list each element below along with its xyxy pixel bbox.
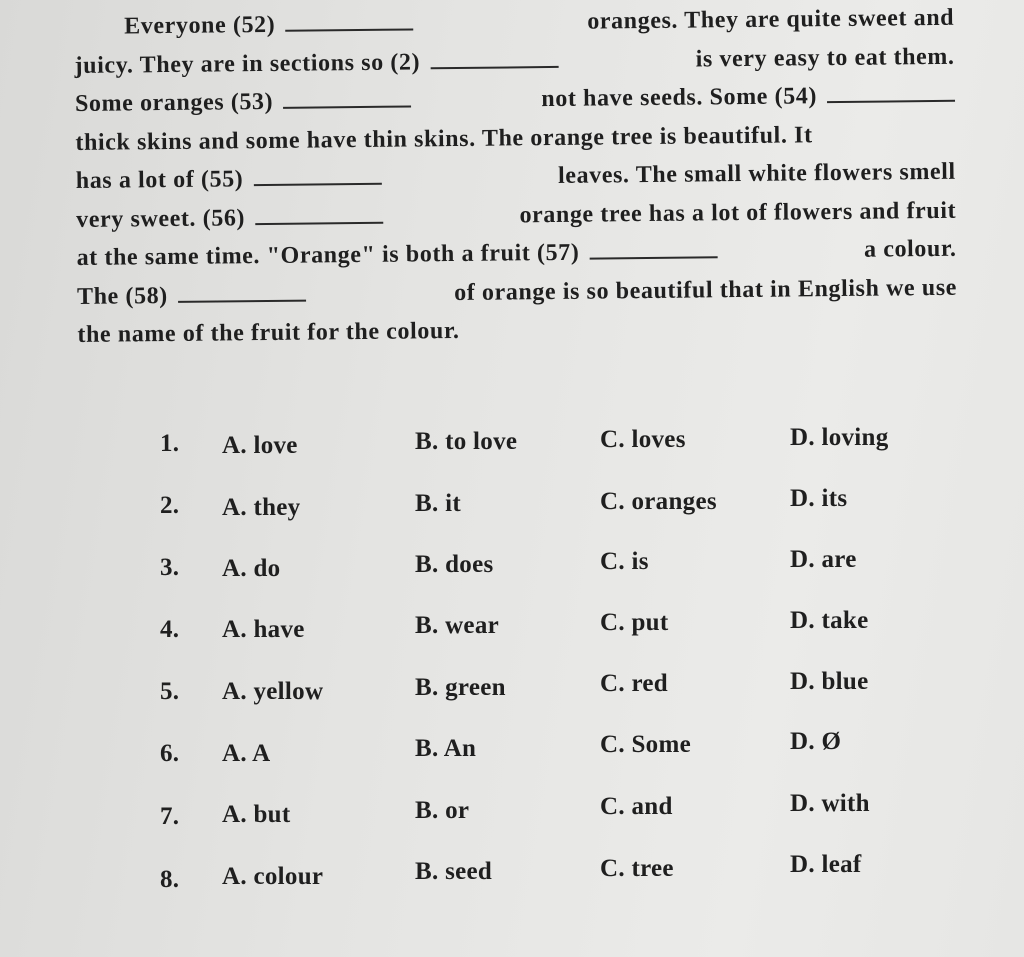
- option-b[interactable]: B. An: [415, 735, 477, 762]
- option-d[interactable]: D. with: [790, 790, 870, 817]
- question-number: 2.: [160, 492, 180, 519]
- passage-text: orange tree has a lot of flowers and fruit: [519, 197, 957, 228]
- option-a[interactable]: A. yellow: [222, 678, 324, 705]
- answer-blank-52[interactable]: [285, 28, 413, 31]
- passage-text: Everyone (52): [124, 11, 276, 40]
- answer-blank-54[interactable]: [827, 100, 955, 103]
- answer-blank-55[interactable]: [253, 183, 381, 186]
- passage-text: has a lot of (55): [75, 166, 244, 194]
- reading-passage: [74, 0, 958, 354]
- passage-text: the name of the fruit for the colour.: [77, 317, 460, 348]
- answer-blank-53[interactable]: [283, 105, 411, 108]
- question-number: 1.: [160, 430, 180, 457]
- option-d[interactable]: D. leaf: [790, 851, 862, 878]
- question-number: 8.: [160, 866, 180, 893]
- question-number: 5.: [160, 678, 180, 705]
- option-a[interactable]: A. do: [222, 555, 281, 582]
- option-c[interactable]: C. red: [600, 670, 668, 697]
- option-d[interactable]: D. blue: [790, 668, 869, 695]
- answer-blank-56[interactable]: [255, 221, 383, 224]
- option-c[interactable]: C. tree: [600, 855, 674, 882]
- option-d[interactable]: D. take: [790, 607, 869, 634]
- option-b[interactable]: B. does: [415, 551, 494, 578]
- passage-text: thick skins and some have thin skins. The orange tree is beautiful. It: [75, 121, 813, 156]
- passage-text: Some oranges (53): [74, 88, 274, 117]
- option-d[interactable]: D. are: [790, 546, 857, 573]
- option-a[interactable]: A. colour: [222, 863, 324, 890]
- option-c[interactable]: C. loves: [600, 426, 686, 453]
- passage-text: very sweet. (56): [76, 204, 246, 233]
- passage-line-9: [77, 307, 957, 355]
- option-a[interactable]: A. love: [222, 432, 298, 459]
- option-d[interactable]: D. loving: [790, 424, 889, 451]
- passage-text: The (58): [76, 282, 168, 310]
- option-a[interactable]: A. they: [222, 494, 301, 521]
- answer-blank-2[interactable]: [430, 65, 558, 68]
- passage-text: oranges. They are quite sweet and: [587, 4, 955, 35]
- option-c[interactable]: C. oranges: [600, 488, 717, 515]
- answer-blank-58[interactable]: [178, 299, 306, 302]
- option-c[interactable]: C. and: [600, 793, 673, 820]
- passage-text: of orange is so beautiful that in English we use: [454, 274, 958, 306]
- passage-text: at the same time. "Orange" is both a fruit (57): [76, 239, 580, 271]
- passage-text: leaves. The small white flowers smell: [557, 158, 956, 189]
- option-b[interactable]: B. green: [415, 674, 506, 701]
- passage-text: is very easy to eat them.: [695, 43, 955, 72]
- option-d[interactable]: D. Ø: [790, 728, 842, 755]
- option-c[interactable]: C. put: [600, 609, 669, 636]
- option-b[interactable]: B. it: [415, 490, 461, 517]
- option-b[interactable]: B. seed: [415, 858, 493, 885]
- option-b[interactable]: B. wear: [415, 612, 500, 639]
- option-a[interactable]: A. but: [222, 801, 291, 828]
- question-number: 7.: [160, 803, 180, 830]
- passage-text: juicy. They are in sections so (2): [74, 48, 421, 79]
- answer-blank-57[interactable]: [589, 256, 717, 259]
- option-d[interactable]: D. its: [790, 485, 848, 512]
- passage-text: not have seeds. Some (54): [541, 83, 818, 113]
- question-number: 3.: [160, 554, 180, 581]
- question-number: 4.: [160, 616, 180, 643]
- option-a[interactable]: A. have: [222, 616, 305, 643]
- option-b[interactable]: B. to love: [415, 428, 518, 455]
- question-number: 6.: [160, 740, 180, 767]
- option-c[interactable]: C. Some: [600, 731, 691, 758]
- option-c[interactable]: C. is: [600, 548, 649, 575]
- option-a[interactable]: A. A: [222, 740, 271, 767]
- passage-text: a colour.: [863, 235, 957, 263]
- option-b[interactable]: B. or: [415, 797, 470, 824]
